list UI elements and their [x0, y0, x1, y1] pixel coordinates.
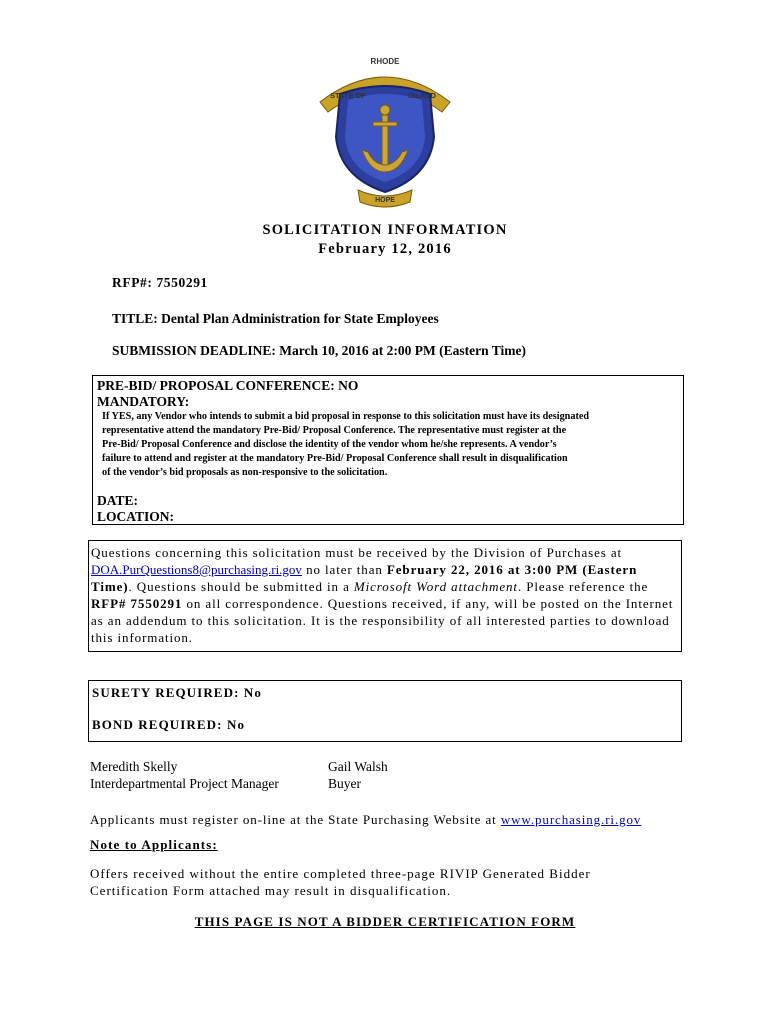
conference-box [92, 375, 684, 525]
note-heading: Note to Applicants: [90, 837, 218, 852]
conference-date-location: DATE: LOCATION: [97, 493, 175, 524]
submission-deadline: SUBMISSION DEADLINE: March 10, 2016 at 2:00 PM (Eastern Time) [112, 343, 526, 358]
contact-manager: Meredith Skelly Interdepartmental Project Manager [90, 759, 279, 791]
bond-required: BOND REQUIRED: No [92, 717, 246, 732]
seal-right-text: ISLAND [408, 91, 436, 100]
registration-notice: Applicants must register on-line at the State Purchasing Website at www.purchasing.ri.gov [90, 812, 642, 827]
contact-buyer: Gail Walsh Buyer [328, 759, 388, 791]
surety-bond-box [88, 680, 682, 742]
rfp-number: RFP#: 7550291 [112, 275, 208, 290]
seal-graphic [310, 12, 460, 212]
questions-email-link[interactable]: DOA.PurQuestions8@purchasing.ri.gov [91, 562, 302, 577]
seal-left-text: STATE OF [330, 91, 366, 100]
footer-disclaimer: THIS PAGE IS NOT A BIDDER CERTIFICATION FORM [194, 914, 576, 929]
page-title: SOLICITATION INFORMATION [262, 222, 508, 238]
conference-heading: PRE-BID/ PROPOSAL CONFERENCE: NO MANDATORY: [97, 378, 359, 409]
seal-top-text: RHODE [370, 57, 400, 66]
surety-required: SURETY REQUIRED: No [92, 685, 262, 700]
questions-box: Questions concerning this solicitation must be received by the Division of Purchases at DOA.PurQuestions8@purchasing.ri.gov no later than February 22, 2016 at 3:00 PM (Eastern Time). Questions should be submitted in a Microsoft Word attachment. Please reference the RFP# 7550291 on all correspondence. Questions received, if any, will be posted on the Internet as an addendum to this solicitation. It is the responsibility of all interested parties to download this information. [88, 540, 682, 652]
solicitation-title: TITLE: Dental Plan Administration for State Employees [112, 311, 439, 326]
page-date: February 12, 2016 [318, 241, 452, 257]
state-seal [310, 12, 460, 212]
conference-description: If YES, any Vendor who intends to submit a bid proposal in response to this solicitation must have its designated representative attend the mandatory Pre-Bid/ Proposal Conference. The representative must register at the Pre-Bid/ Proposal Conference and disclose the identity of the vendor whom he/she represents. A vendor’s failure to attend and register at the mandatory Pre-Bid/ Proposal Conference shall result in disqualification of the vendor’s bid proposals as non-responsive to the solicitation. [102, 411, 590, 478]
note-text: Offers received without the entire completed three-page RIVIP Generated Bidder Certification Form attached may result in disqualification. [90, 866, 591, 898]
seal-bottom-text: HOPE [375, 197, 395, 204]
purchasing-website-link[interactable]: www.purchasing.ri.gov [500, 812, 642, 827]
